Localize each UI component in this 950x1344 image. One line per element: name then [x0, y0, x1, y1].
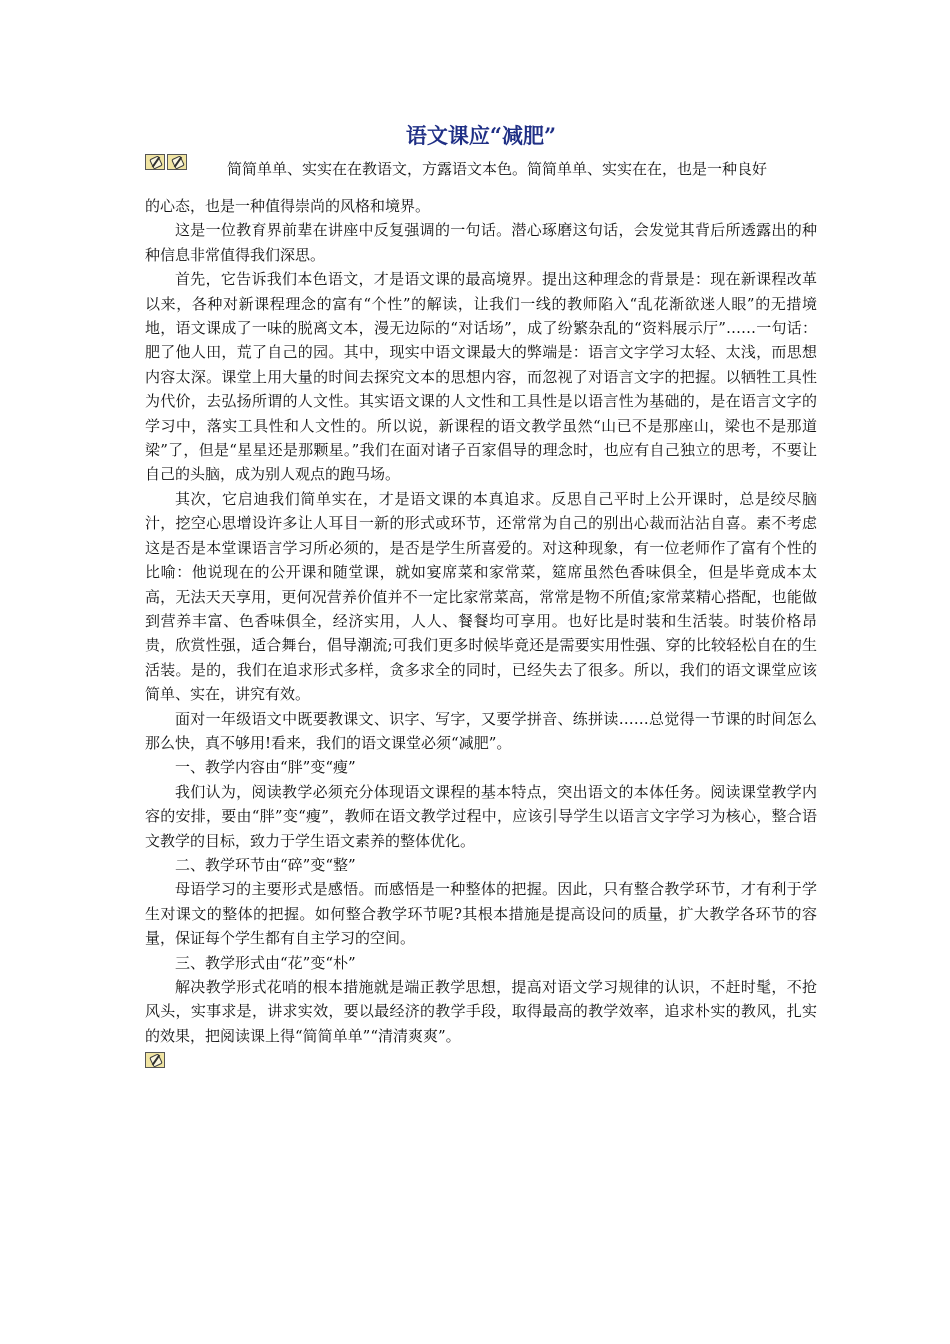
intro-first-line: 简简单单、实实在在教语文，方露语文本色。简简单单、实实在在，也是一种良好	[227, 160, 768, 178]
edit-note-icon[interactable]	[145, 1052, 165, 1068]
edit-note-icon[interactable]	[167, 154, 187, 170]
intro-continuation: 的心态，也是一种值得崇尚的风格和境界。	[145, 197, 431, 215]
section-heading-3: 三、教学形式由“花”变“朴”	[175, 953, 356, 972]
edit-note-icon[interactable]	[145, 154, 165, 170]
section-body-3: 解决教学形式花哨的根本措施就是端正教学思想，提高对语文学习规律的认识，不赶时髦，不抢风头，实事求是，讲求实效，要以最经济的教学手段，取得最高的教学效率，追求朴实的教风，扎实的效果，把阅读课上得“简简单单”“清清爽爽”。	[145, 978, 817, 1045]
document-title: 语文课应“减肥”	[405, 123, 557, 148]
section-body-1: 我们认为，阅读教学必须充分体现语文课程的基本特点，突出语文的本体任务。阅读课堂教学内容的安排，要由“胖”变“瘦”，教师在语文教学过程中，应该引导学生以语言文字学习为核心，整合语文教学的目标，致力于学生语文素养的整体优化。	[145, 782, 817, 850]
intro-first-line-row	[145, 152, 817, 186]
paragraph-3: 其次，它启迪我们简单实在，才是语文课的本真追求。反思自己平时上公开课时，总是绞尽脑汁，挖空心思增设许多让人耳目一新的形式或环节，还常常为自己的别出心裁而沾沾自喜。素不考虑这是否是本堂课语言学习所必须的，是否是学生所喜爱的。对这种现象，有一位老师作了富有个性的比喻：他说现在的公开课和随堂课，就如宴席菜和家常菜，筵席虽然色香味俱全，但是毕竟成本太高，无法天天享用，更何况营养价值并不一定比家常菜高，常常是物不所值;家常菜精心搭配，也能做到营养丰富、色香味俱全，经济实用，人人、餐餐均可享用。也好比是时装和生活装。时装价格昂贵，欣赏性强，适合舞台，倡导潮流;可我们更多时候毕竟还是需要实用性强、穿的比较轻松自在的生活装。是的，我们在追求形式多样，贪多求全的同时，已经失去了很多。所以，我们的语文课堂应该简单、实在，讲究有效。	[145, 489, 817, 704]
paragraph-1: 这是一位教育界前辈在讲座中反复强调的一句话。潜心琢磨这句话，会发觉其背后所透露出的种种信息非常值得我们深思。	[145, 221, 817, 264]
end-note-icon-wrap	[145, 1052, 817, 1072]
section-heading-1: 一、教学内容由“胖”变“瘦”	[175, 758, 356, 777]
note-icons	[145, 154, 187, 170]
paragraph-4: 面对一年级语文中既要教课文、识字、写字，又要学拼音、练拼读……总觉得一节课的时间怎么那么快，真不够用!看来，我们的语文课堂必须“减肥”。	[145, 709, 817, 752]
section-body-2: 母语学习的主要形式是感悟。而感悟是一种整体的把握。因此，只有整合教学环节，才有利于学生对课文的整体的把握。如何整合教学环节呢?其根本措施是提高设问的质量，扩大教学各环节的容量，保证每个学生都有自主学习的空间。	[145, 880, 817, 948]
paragraph-2: 首先，它告诉我们本色语文，才是语文课的最高境界。提出这种理念的背景是：现在新课程改革以来，各种对新课程理念的富有“个性”的解读，让我们一线的教师陷入“乱花渐欲迷人眼”的无措境地，语文课成了一味的脱离文本，漫无边际的“对话场”，成了纷繁杂乱的“资料展示厅”……一句话：肥了他人田，荒了自己的园。其中，现实中语文课最大的弊端是：语言文字学习太轻、太浅，而思想内容太深。课堂上用大量的时间去探究文本的思想内容，而忽视了对语言文字的把握。以牺牲工具性为代价，去弘扬所谓的人文性。其实语文课的人文性和工具性是以语言性为基础的，是在语言文字的学习中，落实工具性和人文性的。所以说，新课程的语文教学虽然“山已不是那座山，梁也不是那道梁”了，但是“星星还是那颗星。”我们在面对诸子百家倡导的理念时，也应有自己独立的思考，不要让自己的头脑，成为别人观点的跑马场。	[145, 270, 817, 484]
document-page	[145, 120, 817, 1072]
section-heading-2: 二、教学环节由“碎”变“整”	[175, 855, 356, 874]
